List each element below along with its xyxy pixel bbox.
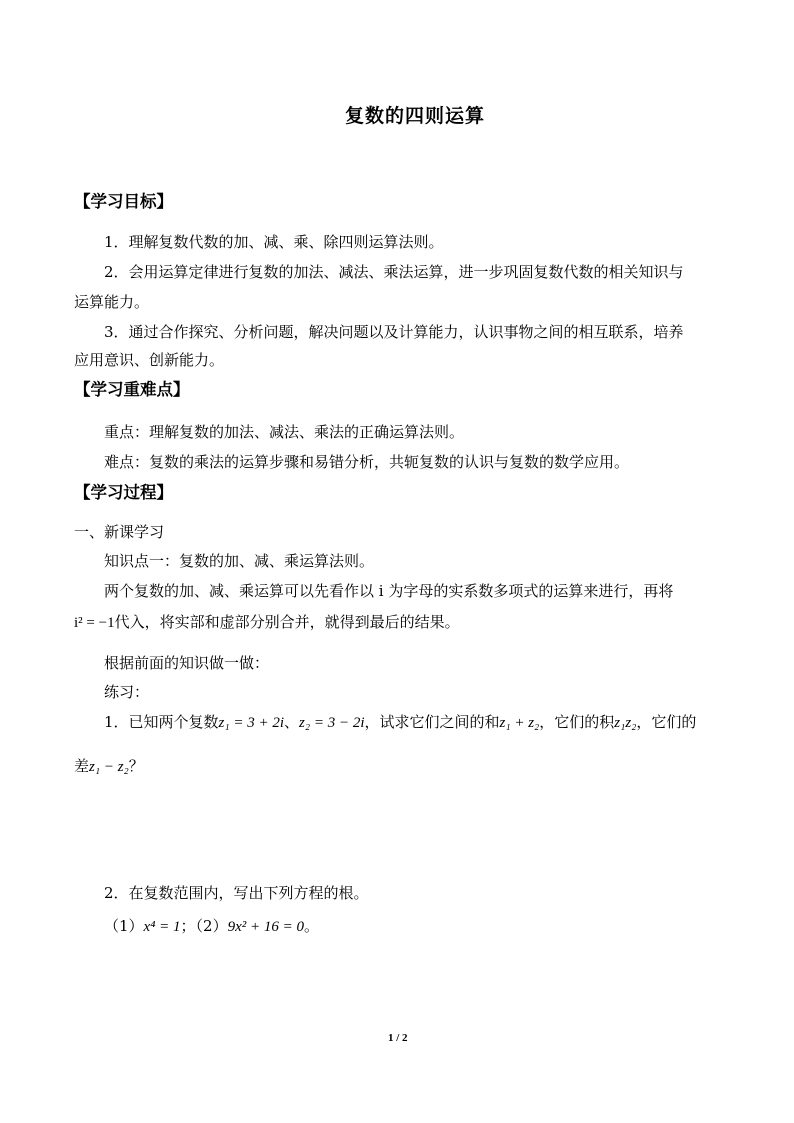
q1-text-sum: ，试求它们之间的和	[364, 713, 500, 731]
rule-paragraph-tail: 代入，将实部和虚部分别合并，就得到最后的结果。	[114, 613, 460, 631]
question-1-line-1	[104, 712, 696, 733]
practice-label: 练习：	[104, 683, 150, 701]
q1-product-expr: z₁z₂	[614, 715, 637, 731]
keypoint-focus: 重点：理解复数的加法、减法、乘法的正确运算法则。	[104, 423, 465, 441]
objective-2-line-2: 运算能力。	[74, 293, 150, 311]
keypoints-heading: 【学习重难点】	[74, 380, 190, 399]
knowledge-point-1: 知识点一：复数的加、减、乘运算法则。	[104, 552, 375, 570]
question-2-equations	[104, 916, 319, 937]
objectives-heading: 【学习目标】	[74, 192, 173, 211]
q1-diff-expr: z₁ − z₂	[89, 759, 129, 775]
question-1-line-2	[74, 756, 144, 777]
page-number: 1 / 2	[388, 1032, 408, 1044]
question-2: 2．在复数范围内，写出下列方程的根。	[104, 884, 369, 902]
q1-text-diff: ，它们的	[636, 713, 697, 731]
rule-paragraph-line-1: 两个复数的加、减、乘运算可以先看作以 i 为字母的实系数多项式的运算来进行，再将	[104, 582, 674, 600]
q1-sum-expr: z₁ + z₂	[499, 715, 540, 731]
q2-equation-1: x⁴ = 1	[143, 919, 181, 935]
q1-prefix: 1．已知两个复数	[104, 713, 219, 731]
q2-part-1-label: （1）	[104, 917, 144, 935]
objective-2-line-1: 2．会用运算定律进行复数的加法、减法、乘法运算，进一步巩固复数代数的相关知识与	[104, 263, 684, 281]
page-title: 复数的四则运算	[345, 105, 486, 127]
q1-text-product: ，它们的积	[539, 713, 615, 731]
objective-1: 1．理解复数代数的加、减、乘、除四则运算法则。	[104, 233, 444, 251]
q2-end: 。	[304, 917, 320, 935]
q1-z2: z₂ = 3 − 2i	[299, 715, 365, 731]
q1-diff-label: 差	[74, 757, 90, 775]
q1-z1: z₁ = 3 + 2i	[218, 715, 285, 731]
q2-equation-2: 9x² + 16 = 0	[227, 919, 304, 935]
section-new-lesson: 一、新课学习	[74, 523, 165, 541]
i-squared-formula: i² = −1	[74, 615, 115, 631]
q1-end: ？	[128, 757, 144, 775]
objective-3-line-2: 应用意识、创新能力。	[74, 351, 225, 369]
try-it-prompt: 根据前面的知识做一做：	[104, 654, 270, 672]
rule-paragraph-line-2	[74, 612, 460, 633]
keypoint-difficulty: 难点：复数的乘法的运算步骤和易错分析，共轭复数的认识与复数的数学应用。	[104, 453, 630, 471]
q1-separator: 、	[284, 713, 300, 731]
objective-3-line-1: 3．通过合作探究、分析问题，解决问题以及计算能力，认识事物之间的相互联系，培养	[104, 323, 684, 341]
q2-part-2-label: ；（2）	[180, 917, 228, 935]
process-heading: 【学习过程】	[74, 483, 173, 502]
